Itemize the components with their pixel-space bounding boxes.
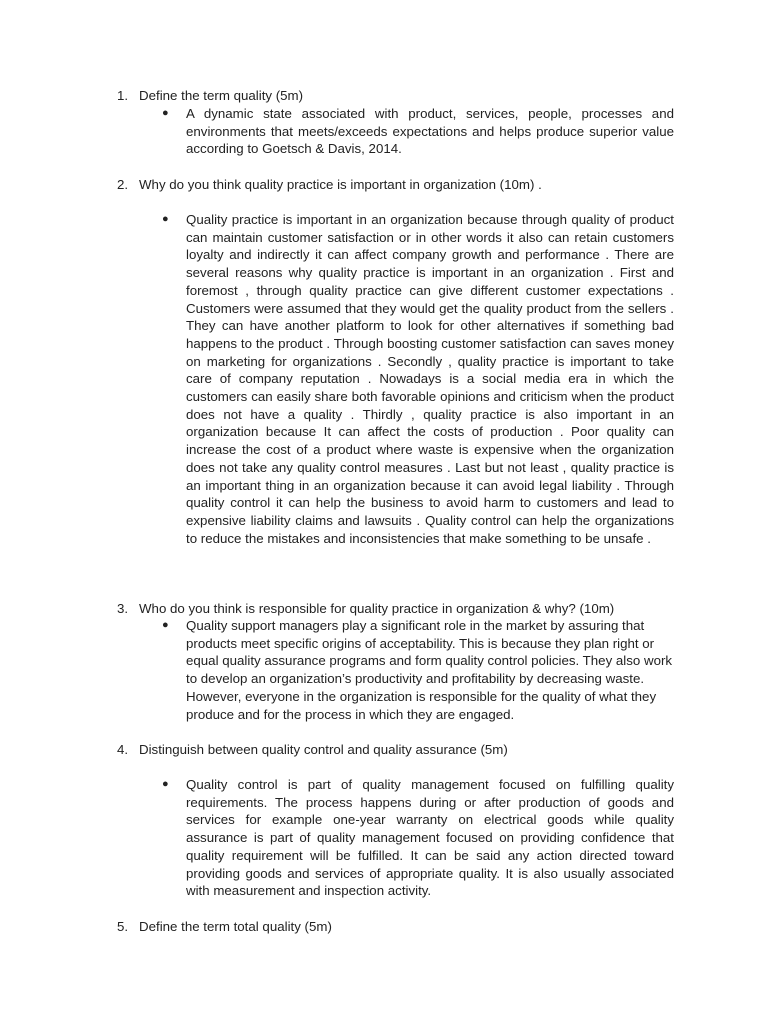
question-number: 5. [117,919,129,934]
question-number: 2. [117,177,129,192]
bullet-icon: ● [162,778,169,790]
bullet-icon: ● [162,213,169,225]
answer-text: Quality control is part of quality management focused on fulfilling quality requirements. The process happens during or after production of goods and services for example one-year warranty on electrical goods while quality assurance is part of quality management focused on providing confidence that quality requirement will be fulfilled. It can be said any action directed toward providing goods and services of appropriate quality. It is also usually associated with measurement and inspection activity. [186,777,674,899]
answer-text: Quality practice is important in an organization because through quality of product can maintain customer satisfaction or in other words it also can retain customers loyalty and indirectly it can affect company growth and performance . There are several reasons why quality practice is important in an organization . First and foremost , through quality practice can give different customer expectations . Customers were assumed that they would get the quality product from the sellers . They can have another platform to look for other alternatives if something bad happens to the product . Through boosting customer satisfaction can saves money on marketing for organizations . Secondly , quality practice is important to take care of company reputation . Nowadays is a social media era in which the customers can easily share both favorable opinions and criticism when the product does not have a quality . Thirdly , quality practice is also important in an organization because It can affect the costs of production . Poor quality can increase the cost of a product where waste is expensive when the organization does not take any quality control measures . Last but not least , quality practice is an important thing in an organization because it can avoid legal liability . Through quality control it can help the business to avoid harm to customers and lead to expensive liability claims and lawsuits . Quality control can help the organizations to reduce the mistakes and inconsistencies that make something to be unsafe . [186,212,674,546]
bullet-icon: ● [162,619,169,631]
answer-text: Quality support managers play a significant role in the market by assuring that products meet specific origins of acceptability. This is because they plan right or equal quality assurance programs and form quality control policies. They also work to develop an organization’s productivity and profitability by decreasing waste. However, everyone in the organization is responsible for the quality of what they produce and for the process in which they are engaged. [186,618,673,722]
question-text: Distinguish between quality control and quality assurance (5m) [139,742,508,757]
question-text: Define the term quality (5m) [139,88,304,103]
bullet-icon: ● [162,107,169,119]
question-number: 1. [117,88,129,103]
question-text: Define the term total quality (5m) [139,919,332,934]
question-text: Why do you think quality practice is important in organization (10m) . [139,177,542,192]
question-number: 4. [117,742,129,757]
question-text: Who do you think is responsible for quality practice in organization & why? (10m) [139,601,615,616]
answer-text: A dynamic state associated with product, services, people, processes and environments that meets/exceeds expectations and helps produce superior value according to Goetsch & Davis, 2014. [186,106,674,157]
question-number: 3. [117,601,129,616]
